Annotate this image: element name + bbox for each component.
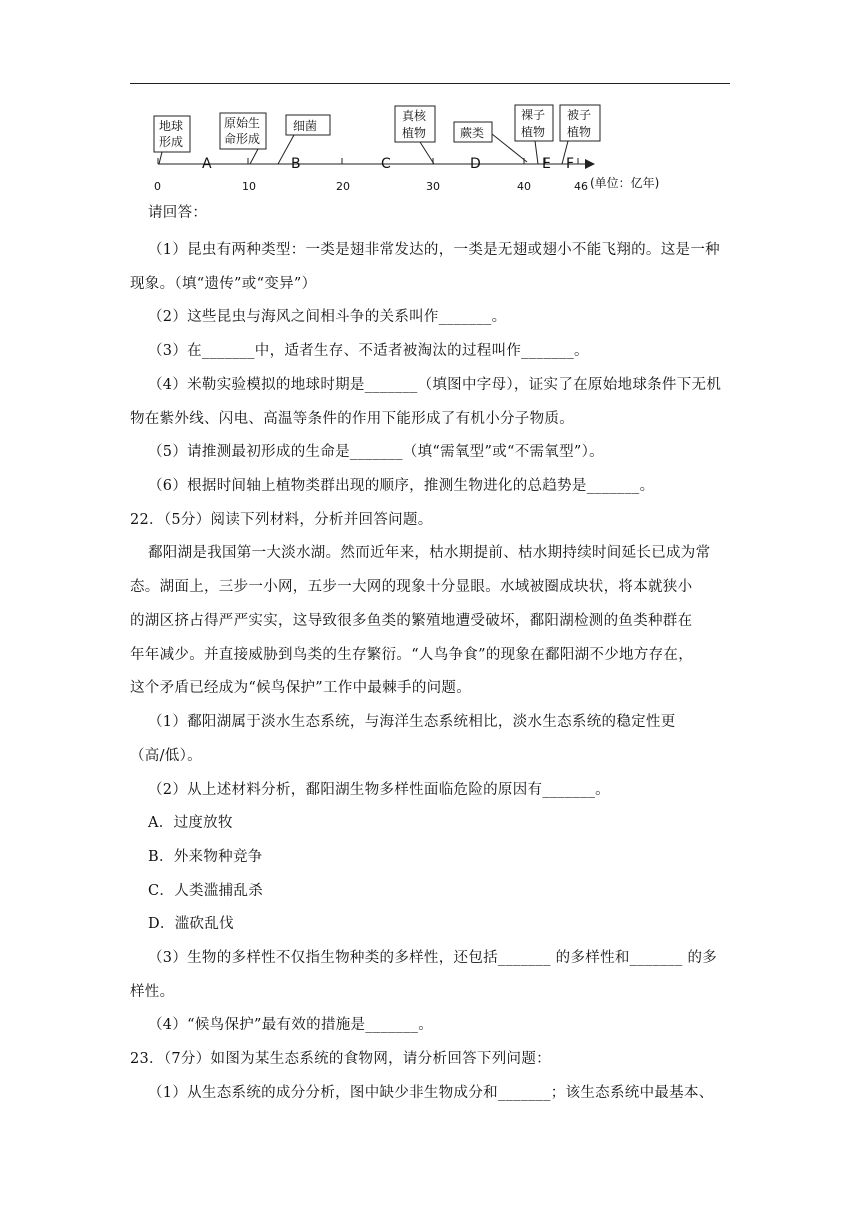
question-line: （2）这些昆虫与海风之间相斗争的关系叫作_______。 (148, 309, 507, 325)
question-line: （6）根据时间轴上植物类群出现的顺序，推测生物进化的总趋势是_______。 (148, 478, 655, 494)
evolution-timeline-figure (140, 100, 700, 200)
question-heading: 23．（7分）如图为某生态系统的食物网，请分析回答下列问题： (130, 1051, 551, 1067)
question-line: （5）请推测最初形成的生命是_______（填“需氧型”或“不需氧型”）。 (148, 444, 604, 460)
question-line: 样性。 (130, 984, 175, 1000)
tick-label: 10 (242, 180, 256, 193)
question-line: （3）生物的多样性不仅指生物种类的多样性，还包括_______ 的多样性和_______ 的多 (148, 950, 718, 966)
question-heading: 22．（5分）阅读下列材料，分析并回答问题。 (130, 512, 433, 528)
segment-label: D (470, 156, 481, 172)
option-a: A．过度放牧 (148, 815, 233, 831)
question-line: （1）昆虫有两种类型：一类是翅非常发达的，一类是无翅或翅小不能飞翔的。这是一种 (148, 242, 720, 258)
box-text: 蕨类 (460, 126, 485, 140)
question-line: 现象。（填“遗传”或“变异”） (130, 276, 317, 292)
box-text: 裸子 (521, 108, 546, 122)
box-text: 地球 (159, 119, 184, 133)
prompt-line: 请回答： (148, 205, 208, 221)
tick-label: 30 (426, 180, 440, 193)
tick-label: 20 (336, 180, 350, 193)
option-d: D．滥砍乱伐 (148, 916, 234, 932)
segment-label: E (542, 156, 551, 172)
passage-line: 态。湖面上，三步一小网，五步一大网的现象十分显眼。水域被圈成块状，将本就狭小 (130, 579, 693, 595)
segment-label: B (291, 156, 301, 172)
segment-label: F (566, 156, 575, 172)
question-line: 物在紫外线、闪电、高温等条件的作用下能形成了有机小分子物质。 (130, 411, 574, 427)
tick-label: 0 (154, 180, 161, 193)
question-line: （1）从生态系统的成分分析，图中缺少非生物成分和_______；该生态系统中最基本、 (148, 1085, 714, 1101)
passage-line: 这个矛盾已经成为“候鸟保护”工作中最棘手的问题。 (130, 680, 472, 696)
passage-line: 年年减少。并直接威胁到鸟类的生存繁衍。“人鸟争食”的现象在鄱阳湖不少地方存在， (130, 647, 694, 663)
box-text: 植物 (402, 126, 427, 140)
tick-label: 46 (574, 180, 588, 193)
question-line: （1）鄱阳湖属于淡水生态系统，与海洋生态系统相比，淡水生态系统的稳定性更 (148, 714, 676, 730)
question-line: （高/低）。 (130, 748, 202, 764)
question-line: （3）在_______中，适者生存、不适者被淘汰的过程叫作_______。 (148, 343, 589, 359)
box-text: 植物 (567, 125, 592, 139)
box-text: 植物 (521, 125, 546, 139)
tick-label: 40 (517, 180, 531, 193)
option-c: C．人类滥捕乱杀 (148, 883, 263, 899)
box-text: 真核 (402, 109, 427, 123)
question-line: （4）米勒实验模拟的地球时期是_______（填图中字母），证实了在原始地球条件下无机 (148, 377, 722, 393)
box-text: 原始生 (224, 116, 261, 130)
question-line: （4）“候鸟保护”最有效的措施是_______。 (148, 1017, 433, 1033)
passage-line: 鄱阳湖是我国第一大淡水湖。然而近年来，枯水期提前、枯水期持续时间延长已成为常 (148, 545, 711, 561)
segment-label: C (381, 156, 391, 172)
box-text: 细菌 (293, 119, 318, 133)
box-text: 形成 (159, 135, 184, 149)
segment-label: A (202, 156, 212, 172)
box-text: 命形成 (224, 132, 261, 146)
question-line: （2）从上述材料分析，鄱阳湖生物多样性面临危险的原因有_______。 (148, 782, 610, 798)
option-b: B．外来物种竞争 (148, 849, 263, 865)
top-rule (130, 83, 730, 84)
box-text: 被子 (567, 108, 592, 122)
passage-line: 的湖区挤占得严严实实，这导致很多鱼类的繁殖地遭受破坏，鄱阳湖检测的鱼类种群在 (130, 613, 693, 629)
unit-label: (单位：亿年) (590, 176, 660, 190)
